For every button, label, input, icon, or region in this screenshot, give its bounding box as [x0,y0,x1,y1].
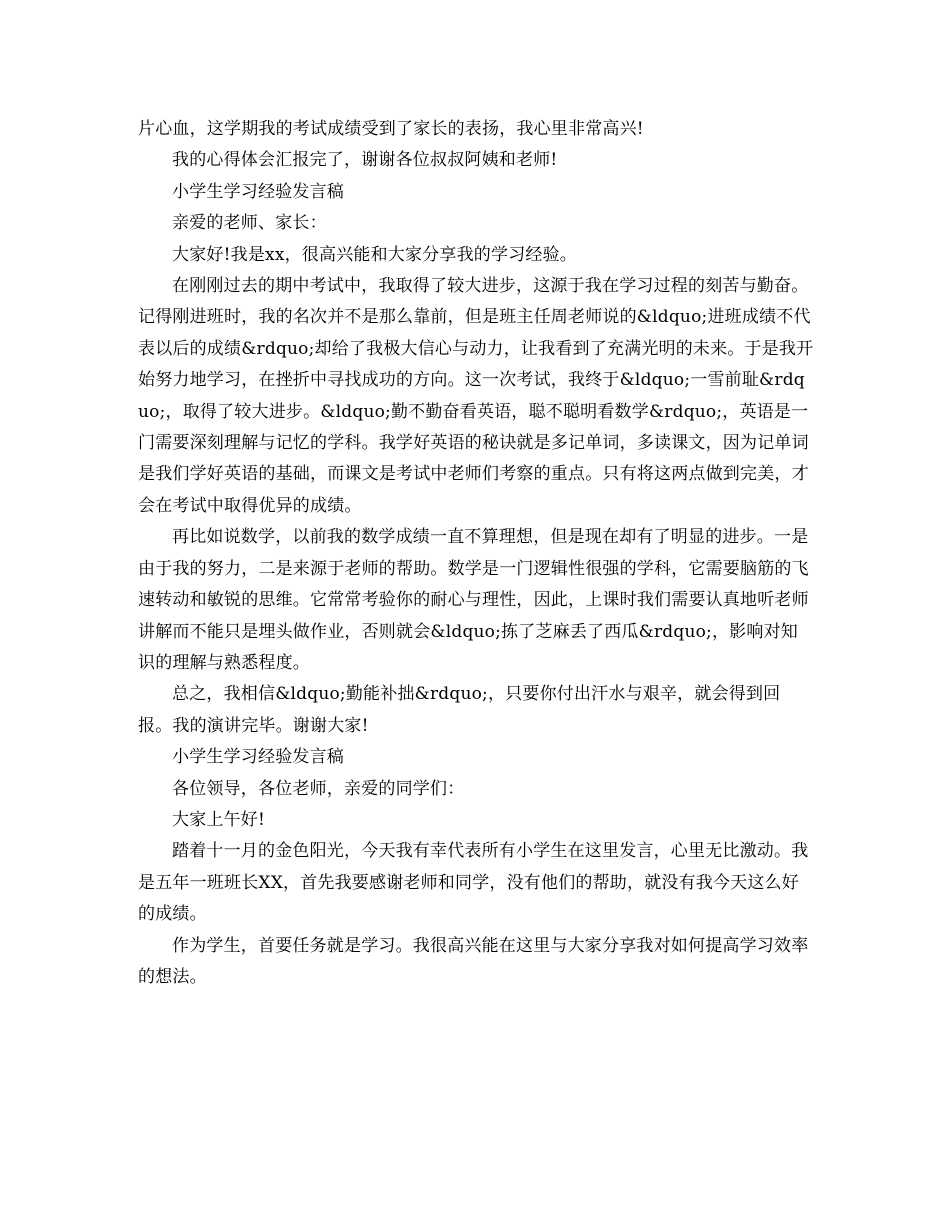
greeting: 大家上午好! [172,809,266,830]
salutation-2: 各位领导，各位老师，亲爱的同学们： [172,778,465,799]
document-body [138,114,814,993]
salutation-1: 亲爱的老师、家长： [172,213,327,234]
paragraph-1: 片心血，这学期我的考试成绩受到了家长的表扬，我心里非常高兴! [138,119,644,139]
paragraph-2: 我的心得体会汇报完了，谢谢各位叔叔阿姨和老师! [172,150,558,171]
paragraph-7: 踏着十一月的金色阳光，今天我有幸代表所有小学生在这里发言，心里无比激动。我是五年一班班长XX，首先我要感谢老师和同学，没有他们的帮助，就没有我今天这么好的成绩。 [138,841,809,925]
paragraph-3: 大家好!我是xx，很高兴能和大家分享我的学习经验。 [172,244,578,265]
paragraph-4: 在刚刚过去的期中考试中，我取得了较大进步，这源于我在学习过程的刻苦与勤奋。记得刚进班时，我的名次并不是那么靠前，但是班主任周老师说的&ldquo;进班成绩不代表以后的成绩&rdquo;却给了我极大信心与动力，让我看到了充满光明的未来。于是我开始努力地学习，在挫折中寻找成功的方向。这一次考试，我终于&ldquo;一雪前耻&rdquo;，取得了较大进步。&ldquo;勤不勤奋看英语，聪不聪明看数学&rdquo;，英语是一门需要深刻理解与记忆的学科。我学好英语的秘诀就是多记单词，多读课文，因为记单词是我们学好英语的基础，而课文是考试中老师们考察的重点。只有将这两点做到完美，才会在考试中取得优异的成绩。 [138,276,814,516]
section-heading-1: 小学生学习经验发言稿 [172,181,344,202]
paragraph-6: 总之，我相信&ldquo;勤能补拙&rdquo;，只要你付出汗水与艰辛，就会得到回报。我的演讲完毕。谢谢大家! [138,684,781,736]
paragraph-8: 作为学生，首要任务就是学习。我很高兴能在这里与大家分享我对如何提高学习效率的想法。 [138,935,809,987]
paragraph-5: 再比如说数学，以前我的数学成绩一直不算理想，但是现在却有了明显的进步。一是由于我的努力，二是来源于老师的帮助。数学是一门逻辑性很强的学科，它需要脑筋的飞速转动和敏锐的思维。它常常考验你的耐心与理性，因此，上课时我们需要认真地听老师讲解而不能只是埋头做作业，否则就会&ldquo;拣了芝麻丢了西瓜&rdquo;，影响对知识的理解与熟悉程度。 [138,527,809,673]
section-heading-2: 小学生学习经验发言稿 [172,747,344,768]
